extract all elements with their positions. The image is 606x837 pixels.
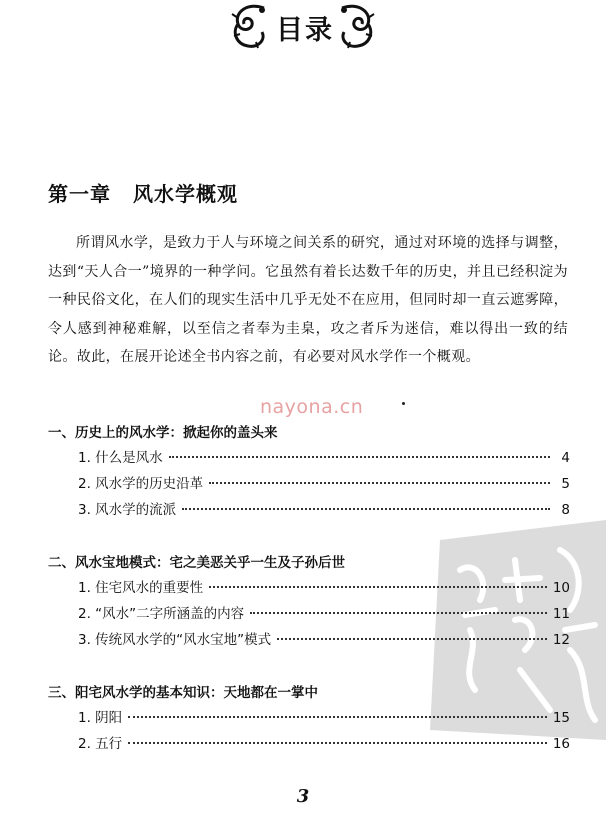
toc-leader-dots xyxy=(169,456,550,458)
toc-entry-label: 2. 五行 xyxy=(78,736,123,752)
toc-entry[interactable] xyxy=(78,627,570,653)
toc-entry-label: 3. 传统风水学的“风水宝地”模式 xyxy=(78,632,272,648)
toc-leader-dots xyxy=(128,742,547,744)
toc-entry[interactable] xyxy=(78,575,570,601)
toc-entry-page: 15 xyxy=(552,710,570,726)
page-header xyxy=(0,0,606,55)
toc-leader-dots xyxy=(128,716,547,718)
toc-entry[interactable] xyxy=(78,705,570,731)
page-title: 目录 xyxy=(276,15,334,46)
page-number: 3 xyxy=(296,786,310,807)
toc-entry-label: 1. 住宅风水的重要性 xyxy=(78,580,204,596)
toc-entry[interactable] xyxy=(78,445,570,471)
toc-entry-page: 8 xyxy=(561,502,570,518)
toc-leader-dots xyxy=(209,586,547,588)
toc-entry-page: 5 xyxy=(561,476,570,492)
dragon-icon xyxy=(228,2,270,50)
dragon-icon xyxy=(336,2,378,50)
toc-entry-page: 11 xyxy=(552,606,570,622)
toc-leader-dots xyxy=(209,482,550,484)
chapter-name: 风水学概观 xyxy=(133,182,238,206)
toc-section-title: 三、阳宅风水学的基本知识：天地都在一掌中 xyxy=(48,685,318,701)
toc-entry-page: 4 xyxy=(561,450,570,466)
toc-section-title: 一、历史上的风水学：掀起你的盖头来 xyxy=(48,425,278,441)
toc-entry-label: 1. 什么是风水 xyxy=(78,450,163,466)
toc-section-1 xyxy=(48,423,570,523)
toc-section-3 xyxy=(48,683,570,757)
toc-entry-label: 1. 阴阳 xyxy=(78,710,123,726)
chapter-intro-paragraph: 所谓风水学，是致力于人与环境之间关系的研究，通过对环境的选择与调整，达到“天人合一”境界的一种学问。它虽然有着长达数千年的历史，并且已经积淀为一种民俗文化，在人们的现实生活中几乎无处不在应用，但同时却一直云遮雾障，令人感到神秘难解，以至信之者奉为圭臬，攻之者斥为迷信，难以得出一致的结论。故此，在展开论述全书内容之前，有必要对风水学作一个概观。 xyxy=(48,235,568,365)
toc-entry[interactable] xyxy=(78,471,570,497)
stray-dot xyxy=(402,402,405,405)
toc-entry-page: 10 xyxy=(552,580,570,596)
toc-leader-dots xyxy=(277,638,547,640)
toc-entry-label: 3. 风水学的流派 xyxy=(78,502,177,518)
chapter-heading xyxy=(48,178,238,207)
toc-leader-dots xyxy=(250,612,547,614)
toc-section-2 xyxy=(48,553,570,653)
toc-entry-page: 12 xyxy=(552,632,570,648)
toc-entry-label: 2. “风水”二字所涵盖的内容 xyxy=(78,606,245,622)
toc-entry[interactable] xyxy=(78,601,570,627)
toc-leader-dots xyxy=(182,508,550,510)
toc-entry-page: 16 xyxy=(552,736,570,752)
toc-section-title: 二、风水宝地模式：宅之美恶关乎一生及子孙后世 xyxy=(48,555,345,571)
toc-entry-label: 2. 风水学的历史沿革 xyxy=(78,476,204,492)
site-watermark: nayona.cn xyxy=(260,396,364,418)
chapter-number: 第一章 xyxy=(48,182,111,206)
toc-entry[interactable] xyxy=(78,731,570,757)
toc-entry[interactable] xyxy=(78,497,570,523)
